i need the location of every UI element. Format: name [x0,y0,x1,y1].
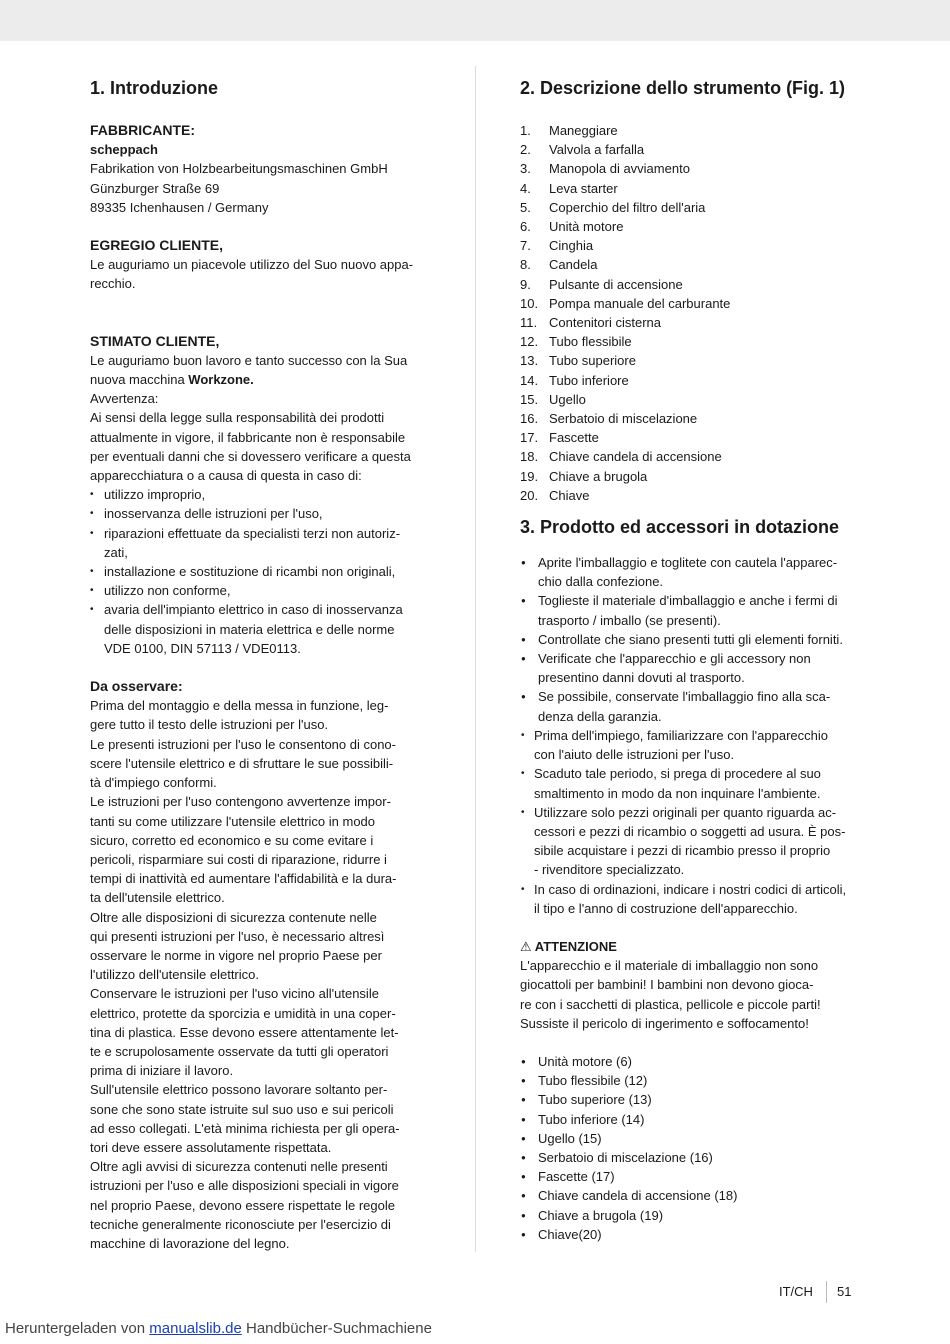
description-item [520,275,865,294]
valued-customer-heading: STIMATO CLIENTE, [90,332,220,349]
scope-item: ● Toglieste il materiale d'imballaggio e anche i fermi di trasporto / imballo (se presenti). [520,591,865,629]
manufacturer-label: FABBRICANTE: [90,122,195,138]
description-item-label: Chiave candela di accensione [549,449,722,465]
description-item [520,390,865,409]
observe-line: te e scrupolosamente osservate da tutti gli operatori [90,1043,389,1059]
description-item [520,217,865,236]
description-item-number: 3. [520,161,531,177]
description-item [520,428,865,447]
liability-item: • utilizzo non conforme, [90,581,435,600]
observe-line: tecniche generalmente riconosciute per l'esercizio di [90,1216,391,1232]
description-item-number: 5. [520,199,531,215]
scope-item: ● Aprite l'imballaggio e toglitete con cautela l'apparec- chio dalla confezione. [520,553,865,591]
description-item-number: 13. [520,353,539,369]
warning-label: Avvertenza: [90,391,159,407]
attention-text [520,956,865,1033]
observe-line: tempi di inattività ed aumentare l'affidabilità e la dura- [90,871,397,887]
description-item [520,332,865,351]
description-item-label: Pulsante di accensione [549,276,683,292]
description-item [520,140,865,159]
liability-item: • utilizzo improprio, [90,485,435,504]
observe-line: gere tutto il testo delle istruzioni per l'uso. [90,717,329,733]
observe-line: pericoli, risparmiare sui costi di riparazione, ridurre i [90,851,387,867]
description-item-number: 20. [520,487,539,503]
scope-notes-list [520,726,865,918]
attention-line: Sussiste il pericolo di ingerimento e soffocamento! [520,1015,809,1031]
description-item [520,255,865,274]
download-link[interactable]: manualslib.de [149,1320,242,1337]
liability-list [90,485,435,658]
observe-line: istruzioni per l'uso e alle disposizioni speciali in vigore [90,1178,399,1194]
observe-line: ta dell'utensile elettrico. [90,890,225,906]
liability-item: • installazione e sostituzione di ricambi non originali, [90,562,435,581]
description-item-number: 10. [520,295,539,311]
manufacturer-name: scheppach [90,142,158,158]
description-item-number: 9. [520,276,531,292]
description-item-number: 1. [520,123,531,138]
manufacturer-address-line: Fabrikation von Holzbearbeitungsmaschinen GmbH [90,161,388,177]
delivery-list [520,1052,865,1244]
description-item [520,371,865,390]
download-notice [5,1320,432,1337]
description-item-label: Leva starter [549,180,618,196]
delivery-item: ● Serbatoio di miscelazione (16) [520,1148,865,1167]
liability-text: per eventuali danni che si dovessero verificare a questa [90,448,411,464]
attention-line: giocattoli per bambini! I bambini non devono gioca- [520,977,814,993]
download-prefix: Heruntergeladen von [5,1320,150,1337]
description-item-number: 11. [520,315,538,331]
description-item [520,294,865,313]
dear-customer-text: Le auguriamo un piacevole utilizzo del Suo nuovo appa- [90,257,414,273]
description-item-label: Tubo superiore [549,353,636,369]
footer-separator [826,1281,827,1303]
observe-line: tina di plastica. Esse devono essere attentamente let- [90,1024,399,1040]
description-item-label: Coperchio del filtro dell'aria [549,199,706,215]
delivery-item: ● Chiave candela di accensione (18) [520,1186,865,1205]
observe-line: tori deve essere assolutamente rispettata. [90,1139,332,1155]
description-item [520,313,865,332]
description-item-label: Unità motore [549,219,624,235]
description-item-label: Chiave [549,487,590,503]
page-number: 51 [837,1284,852,1299]
description-item-number: 17. [520,430,539,446]
valued-customer-text: Le auguriamo buon lavoro e tanto successo con la Sua [90,352,408,368]
observe-line: Le presenti istruzioni per l'uso le consentono di cono- [90,736,396,752]
download-suffix: Handbücher-Suchmachiene [241,1320,432,1337]
description-item-label: Maneggiare [549,123,618,138]
description-item [520,447,865,466]
observe-line: tanti su come utilizzare l'utensile elettrico in modo [90,813,376,829]
right-column [520,74,865,1244]
description-item-label: Tubo inferiore [549,372,629,388]
observe-line: sicuro, corretto ed economico e su come evitare i [90,832,374,848]
valued-customer-text-part: nuova macchina [90,372,189,388]
description-item-number: 2. [520,142,531,158]
description-item-label: Pompa manuale del carburante [549,295,731,311]
description-item [520,351,865,370]
intro-heading: 1. Introduzione [90,78,218,98]
observe-line: Le istruzioni per l'uso contengono avvertenze impor- [90,794,391,810]
description-item-label: Fascette [549,430,599,446]
description-item-label: Chiave a brugola [549,468,648,484]
description-item-number: 14. [520,372,539,388]
brand-name: Workzone. [188,372,254,388]
dear-customer-text: recchio. [90,276,136,292]
observe-line: qui presenti istruzioni per l'uso, è necessario altresì [90,928,385,944]
delivery-item: ● Fascette (17) [520,1167,865,1186]
delivery-item: ● Tubo superiore (13) [520,1090,865,1109]
description-heading: 2. Descrizione dello strumento (Fig. 1) [520,78,846,98]
observe-line: scere l'utensile elettrico e di sfruttare le sue possibili- [90,755,394,771]
description-item [520,198,865,217]
description-item-label: Candela [549,257,598,273]
scope-note-item: • Prima dell'impiego, familiarizzare con l'apparecchio con l'aiuto delle istruzioni per l'uso. [520,726,865,764]
delivery-item: ● Chiave a brugola (19) [520,1206,865,1225]
scope-item: ● Verificate che l'apparecchio e gli accessory non presentino danni dovuti al trasporto. [520,649,865,687]
dear-customer-heading: EGREGIO CLIENTE, [90,237,224,254]
description-item [520,121,865,140]
description-item-number: 12. [520,334,539,350]
observe-line: osservare le norme in vigore nel proprio Paese per [90,947,382,963]
description-item-label: Contenitori cisterna [549,315,661,331]
description-item [520,409,865,428]
column-divider [475,66,476,1252]
observe-text [90,696,435,1253]
liability-text: Ai sensi della legge sulla responsabilità dei prodotti [90,410,385,426]
observe-line: sone che sono state istruite sul suo uso e sui pericoli [90,1101,394,1117]
attention-line: re con i sacchetti di plastica, pellicole e piccole parti! [520,996,821,1012]
delivery-item: ● Unità motore (6) [520,1052,865,1071]
description-item [520,467,865,486]
description-list [520,121,865,505]
observe-line: Oltre alle disposizioni di sicurezza contenute nelle [90,909,377,925]
language-code: IT/CH [779,1284,813,1299]
scope-note-item: • Scaduto tale periodo, si prega di procedere al suo smaltimento in modo da non inquinare l'ambiente. [520,764,865,802]
observe-line: tà d'impiego conformi. [90,775,217,791]
liability-text: apparecchiatura o a causa di questa in caso di: [90,468,362,484]
description-item-number: 15. [520,391,539,407]
scope-item: ● Controllate che siano presenti tutti gli elementi forniti. [520,630,865,649]
observe-line: prima di iniziare il lavoro. [90,1063,234,1079]
description-item-label: Tubo flessibile [549,334,632,350]
liability-item: • inosservanza delle istruzioni per l'uso, [90,504,435,523]
liability-item: • avaria dell'impianto elettrico in caso di inosservanza delle disposizioni in materia elettrica e delle norme VDE 0100, DIN 57113 / VDE0113. [90,600,435,658]
scope-item: ● Se possibile, conservate l'imballaggio fino alla sca- denza della garanzia. [520,687,865,725]
valued-customer-text [90,370,435,389]
manufacturer-address-line: Günzburger Straße 69 [90,180,220,196]
description-item [520,159,865,178]
scope-note-item: • In caso di ordinazioni, indicare i nostri codici di articoli, il tipo e l'anno di costruzione dell'apparecchio. [520,880,865,918]
attention-label: ⚠ ATTENZIONE [520,938,617,954]
description-item-number: 19. [520,468,539,484]
top-bar [0,0,950,41]
description-item-label: Manopola di avviamento [549,161,690,177]
description-item [520,236,865,255]
description-item-number: 16. [520,411,539,427]
description-item-number: 4. [520,180,531,196]
observe-line: Oltre agli avvisi di sicurezza contenuti nelle presenti [90,1159,388,1175]
description-item-number: 7. [520,238,531,254]
scope-note-item: • Utilizzare solo pezzi originali per quanto riguarda ac- cessori e pezzi di ricambio o soggetti ad usura. È pos- sibile acquistare i pezzi di ricambio presso il proprio - rivenditore specializzato. [520,803,865,880]
observe-line: elettrico, protette da sporcizia e umidità in una coper- [90,1005,396,1021]
delivery-item: ● Chiave(20) [520,1225,865,1244]
observe-line: l'utilizzo dell'utensile elettrico. [90,967,259,983]
description-item [520,486,865,505]
left-column [90,74,435,1253]
manufacturer-address-line: 89335 Ichenhausen / Germany [90,199,269,215]
description-item-label: Cinghia [549,238,594,254]
observe-line: Sull'utensile elettrico possono lavorare soltanto per- [90,1082,388,1098]
observe-line: Conservare le istruzioni per l'uso vicino all'utensile [90,986,379,1002]
description-item-number: 18. [520,449,539,465]
observe-line: nel proprio Paese, devono essere rispettate le regole [90,1197,395,1213]
scope-list [520,553,865,726]
liability-text: attualmente in vigore, il fabbricante non è responsabile [90,429,406,445]
liability-item: • riparazioni effettuate da specialisti terzi non autoriz- zati, [90,524,435,562]
scope-heading: 3. Prodotto ed accessori in dotazione [520,517,840,538]
description-item-label: Valvola a farfalla [549,142,645,158]
description-item [520,179,865,198]
description-item-label: Ugello [549,391,586,407]
observe-line: macchine di lavorazione del legno. [90,1235,290,1251]
attention-line: L'apparecchio e il materiale di imballaggio non sono [520,958,819,974]
delivery-item: ● Tubo inferiore (14) [520,1110,865,1129]
observe-line: Prima del montaggio e della messa in funzione, leg- [90,698,389,714]
observe-line: ad esso collegati. L'età minima richiesta per gli opera- [90,1120,400,1136]
description-item-number: 8. [520,257,531,273]
observe-label: Da osservare: [90,678,183,695]
description-item-number: 6. [520,219,531,235]
delivery-item: ● Tubo flessibile (12) [520,1071,865,1090]
delivery-item: ● Ugello (15) [520,1129,865,1148]
description-item-label: Serbatoio di miscelazione [549,411,698,427]
